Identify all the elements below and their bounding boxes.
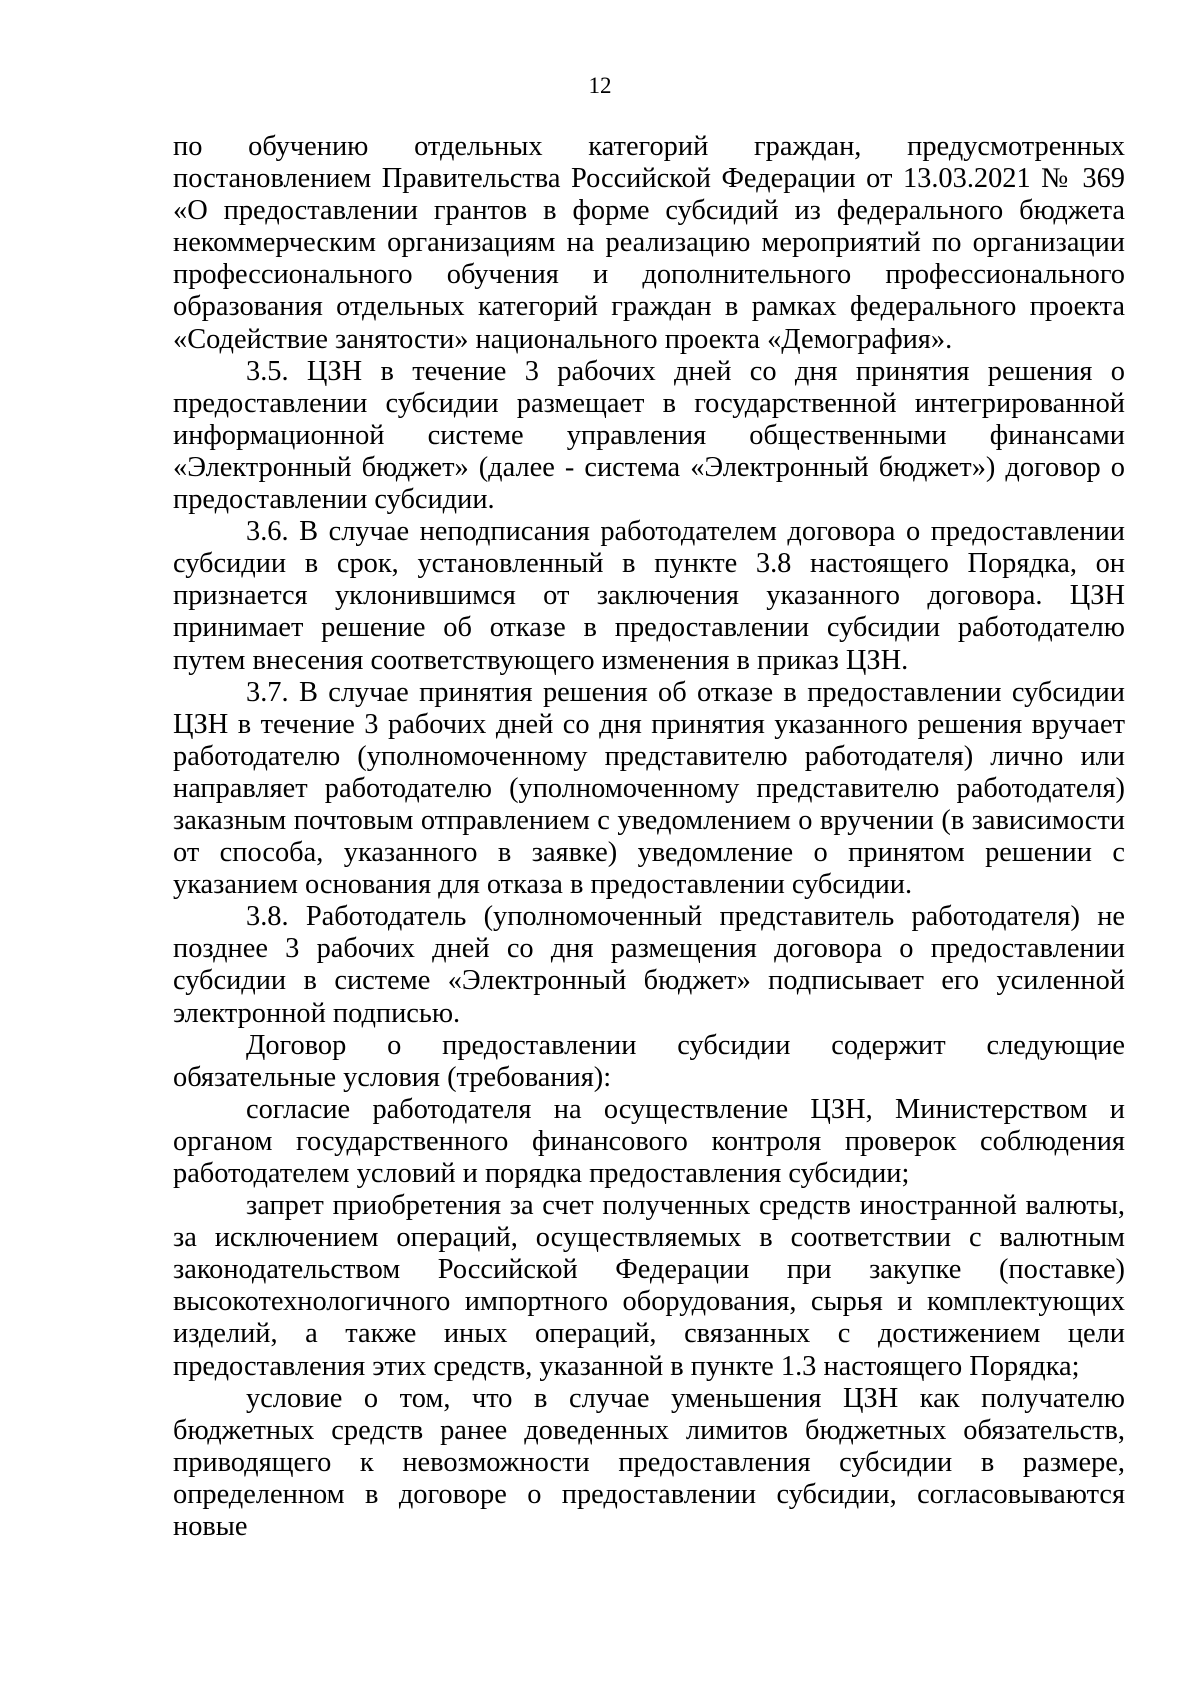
paragraph-3-8: 3.8. Работодатель (уполномоченный представитель работодателя) не позднее 3 рабочих дней со дня размещения договора о предоставлении субсидии в системе «Электронный бюджет» подписывает его усиленной электронной подписью. bbox=[173, 901, 1125, 1029]
document-body bbox=[173, 131, 1125, 1543]
paragraph-contract-conditions-intro: Договор о предоставлении субсидии содержит следующие обязательные условия (требования): bbox=[173, 1029, 1125, 1093]
page-number: 12 bbox=[588, 73, 612, 98]
paragraph-continuation: по обучению отдельных категорий граждан, предусмотренных постановлением Правительства Российской Федерации от 13.03.2021 № 369 «О предоставлении грантов в форме субсидий из федерального бюджета некоммерческим организациям на реализацию мероприятий по организации профессионального обучения и дополнительного профессионального образования отдельных категорий граждан в рамках федерального проекта «Содействие занятости» национального проекта «Демография». bbox=[173, 131, 1125, 355]
paragraph-condition-consent: согласие работодателя на осуществление ЦЗН, Министерством и органом государственного финансового контроля проверок соблюдения работодателем условий и порядка предоставления субсидии; bbox=[173, 1093, 1125, 1189]
paragraph-condition-limits-reduction: условие о том, что в случае уменьшения ЦЗН как получателю бюджетных средств ранее доведенных лимитов бюджетных обязательств, приводящего к невозможности предоставления субсидии в размере, определенном в договоре о предоставлении субсидии, согласовываются новые bbox=[173, 1382, 1125, 1543]
paragraph-3-7: 3.7. В случае принятия решения об отказе в предоставлении субсидии ЦЗН в течение 3 рабочих дней со дня принятия указанного решения вручает работодателю (уполномоченному представителю работодателя) лично или направляет работодателю (уполномоченному представителю работодателя) заказным почтовым отправлением с уведомлением о вручении (в зависимости от способа, указанного в заявке) уведомление о принятом решении с указанием основания для отказа в предоставлении субсидии. bbox=[173, 676, 1125, 901]
paragraph-3-6: 3.6. В случае неподписания работодателем договора о предоставлении субсидии в срок, установленный в пункте 3.8 настоящего Порядка, он признается уклонившимся от заключения указанного договора. ЦЗН принимает решение об отказе в предоставлении субсидии работодателю путем внесения соответствующего изменения в приказ ЦЗН. bbox=[173, 516, 1125, 676]
paragraph-3-5: 3.5. ЦЗН в течение 3 рабочих дней со дня принятия решения о предоставлении субсидии размещает в государственной интегрированной информационной системе управления общественными финансами «Электронный бюджет» (далее - система «Электронный бюджет») договор о предоставлении субсидии. bbox=[173, 355, 1125, 516]
paragraph-condition-currency-ban: запрет приобретения за счет полученных средств иностранной валюты, за исключением операций, осуществляемых в соответствии с валютным законодательством Российской Федерации при закупке (поставке) высокотехнологичного импортного оборудования, сырья и комплектующих изделий, а также иных операций, связанных с достижением цели предоставления этих средств, указанной в пункте 1.3 настоящего Порядка; bbox=[173, 1190, 1125, 1382]
